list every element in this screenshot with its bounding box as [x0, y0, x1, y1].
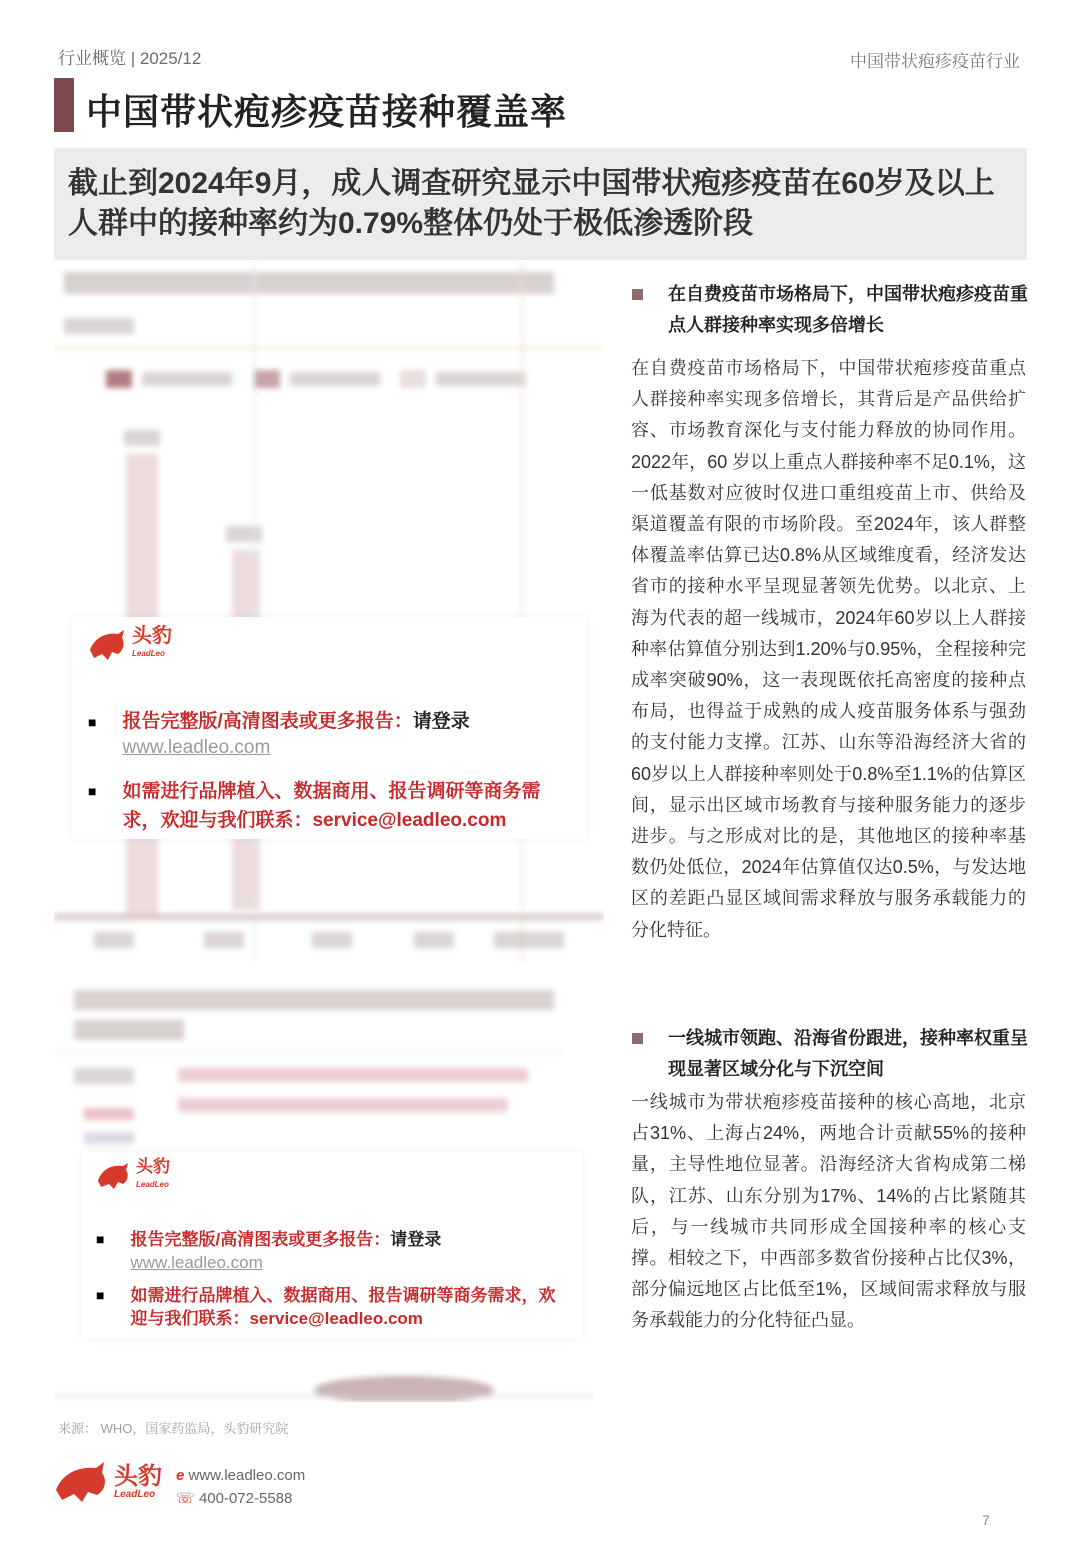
promo-brand-cn: 头豹 [132, 625, 172, 647]
promo-box-1 [72, 617, 586, 839]
blurred-chart-1-graphic [54, 262, 604, 962]
leopard-logo-icon [54, 1460, 110, 1504]
promo-2-brand-cn: 头豹 [136, 1157, 170, 1176]
section-1-heading-text: 在自费疫苗市场格局下，中国带状疱疹疫苗重点人群接种率实现多倍增长 [668, 284, 1028, 335]
square-bullet-icon: ■ [88, 714, 97, 730]
header-left: 行业概览 | 2025/12 [58, 49, 202, 68]
title-accent-bar [54, 78, 74, 132]
promo-brand-en: LeadLeo [132, 649, 165, 658]
section-1-heading [632, 279, 1032, 341]
promo-2-login-text: 报告完整版/高清图表或更多报告： [130, 1230, 391, 1249]
promo-2-line-1 [96, 1228, 441, 1274]
blurred-chart-1 [54, 262, 604, 962]
footer-brand-en: LeadLeo [114, 1488, 156, 1500]
promo-logo-1 [88, 627, 172, 663]
footer-phone: 400-072-5588 [198, 1490, 293, 1507]
promo-box-2 [82, 1152, 582, 1338]
section-2-body: 一线城市为带状疱疹疫苗接种的核心高地，北京占31%、上海占24%，两地合计贡献55%的接种量，主导性地位显著。沿海经济大省构成第二梯队，江苏、山东分别为17%、14%的占比紧随其后，与一线城市共同形成全国接种率的核心支撑。相较之下，中西部多数省份接种占比仅3%，部分偏远地区占比低至1%，区域间需求释放与服务承载能力的分化特征凸显。 [631, 1092, 1026, 1331]
section-1-body: 在自费疫苗市场格局下，中国带状疱疹疫苗重点人群接种率实现多倍增长，其背后是产品供给扩容、市场教育深化与支付能力释放的协同作用。2022年，60 岁以上重点人群接种率不足0.1%，这一低基数对应彼时仅进口重组疫苗上市、供给及渠道覆盖有限的市场阶段。至2024年，该人群整体覆盖率估算已达0.8%从区域维度看，经济发达省市的接种水平呈现显著领先优势。以北京、上海为代表的超一线城市，2024年60岁以上人群接种率估算值分别达到1.20%与0.95%，全程接种完成率突破90%，这一表现既依托高密度的接种点布局，也得益于成熟的成人疫苗服务体系与强劲的支付能力支撑。江苏、山东等沿海经济大省的60岁以上人群接种率则处于0.8%至1.1%的估算区间，显示出区域市场教育与接种服务能力的逐步进步。与之形成对比的是，其他地区的接种率基数仍处低位，2024年估算值仅达0.5%，与发达地区的差距凸显区域间需求释放与服务承载能力的分化特征。 [631, 358, 1026, 940]
source-note: 来源： WHO，国家药监局，头豹研究院 [58, 1421, 289, 1436]
square-bullet-icon: ■ [96, 1287, 105, 1303]
promo-1-login-text: 报告完整版/高清图表或更多报告： [122, 711, 413, 732]
leopard-logo-icon [96, 1161, 130, 1191]
promo-1-line-1 [88, 709, 470, 761]
promo-1-login-action: 请登录 [412, 711, 470, 732]
promo-1-url-link[interactable]: www.leadleo.com [122, 737, 271, 758]
header-right: 中国带状疱疹疫苗行业 [850, 52, 1020, 71]
promo-1-line-2 [88, 777, 578, 835]
headline: 截止到2024年9月，成人调查研究显示中国带状疱疹疫苗在60岁及以上人群中的接种率约为0.79%整体仍处于极低渗透阶段 [68, 167, 995, 240]
section-square-icon [632, 1033, 643, 1044]
promo-2-brand-en: LeadLeo [136, 1180, 169, 1189]
promo-logo-2 [96, 1158, 170, 1194]
web-icon: e [176, 1467, 185, 1484]
promo-2-url-link[interactable]: www.leadleo.com [130, 1253, 263, 1272]
promo-2-login-action: 请登录 [390, 1230, 442, 1249]
promo-2-email-link[interactable]: service@leadleo.com [249, 1309, 423, 1328]
promo-2-line-2 [96, 1284, 566, 1330]
square-bullet-icon: ■ [96, 1231, 105, 1247]
promo-1-business-text: 如需进行品牌植入、数据商用、报告调研等商务需求，欢迎与我们联系： [122, 781, 541, 831]
section-square-icon [632, 289, 643, 300]
promo-2-business-text: 如需进行品牌植入、数据商用、报告调研等商务需求，欢迎与我们联系： [130, 1286, 556, 1328]
footer-logo [54, 1460, 162, 1504]
section-2-heading [632, 1023, 1032, 1085]
page-number: 7 [982, 1512, 990, 1528]
page-title: 中国带状疱疹疫苗接种覆盖率 [86, 91, 568, 132]
footer-contact [176, 1464, 305, 1510]
phone-icon: ☏ [176, 1490, 195, 1507]
leopard-logo-icon [88, 628, 126, 662]
promo-1-email-link[interactable]: service@leadleo.com [312, 810, 507, 831]
footer-brand-cn: 头豹 [114, 1462, 162, 1490]
footer-website[interactable]: www.leadleo.com [188, 1467, 306, 1484]
section-2-heading-text: 一线城市领跑、沿海省份跟进，接种率权重呈现显著区域分化与下沉空间 [668, 1028, 1028, 1079]
square-bullet-icon: ■ [88, 783, 97, 799]
